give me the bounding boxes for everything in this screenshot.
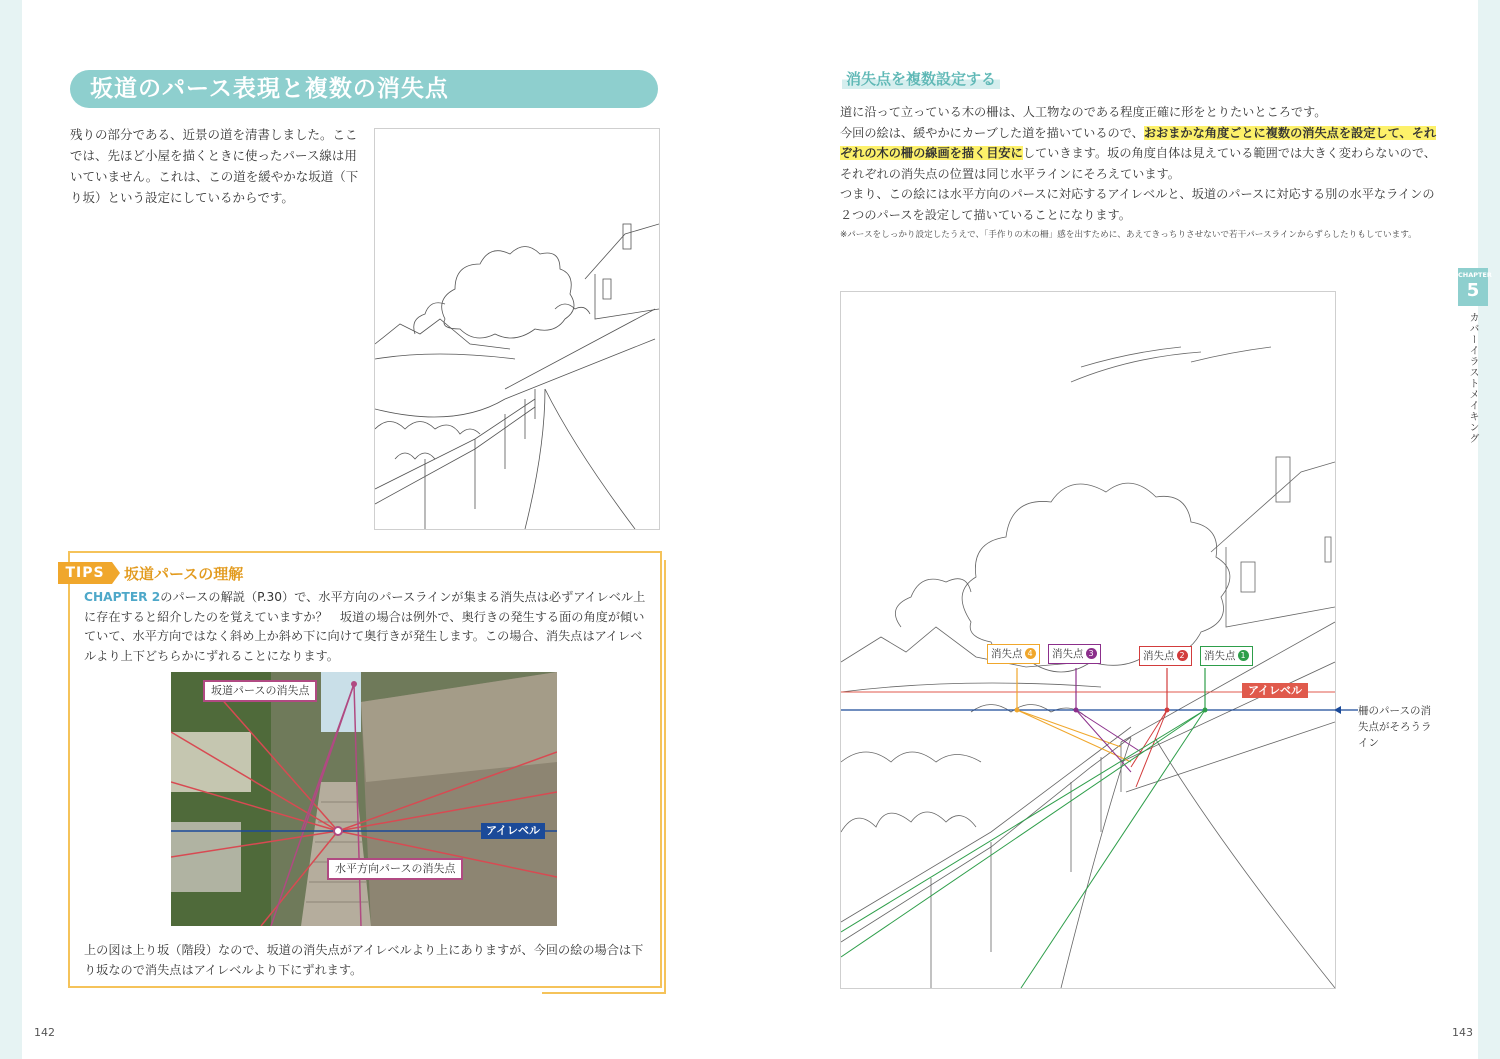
- vp2-text: 消失点: [1143, 650, 1175, 662]
- vp3-number: 3: [1086, 648, 1097, 659]
- road-sketch-large-image: [840, 291, 1336, 989]
- section-vertical-label: カバーイラストメイキング: [1467, 312, 1478, 444]
- page-edge-left: [0, 0, 22, 1059]
- highlight-2: それぞれの木の柵の線画を描く目安に: [840, 125, 1437, 161]
- tips-chapter-ref: CHAPTER 2: [84, 590, 161, 604]
- stairs-photo-art: [171, 672, 557, 926]
- vp3-text: 消失点: [1052, 648, 1084, 660]
- tips-body: [84, 588, 650, 666]
- stairs-photo: [171, 672, 557, 926]
- body-line-2: [840, 123, 1440, 185]
- body-paragraph: [840, 102, 1440, 226]
- chapter-tab: [1458, 268, 1492, 306]
- photo-eye-level-label: アイレベル: [481, 823, 545, 839]
- body-line-2-pre: 今回の絵は、緩やかにカーブした道を描いているので、: [840, 125, 1144, 140]
- highlight-1: おおまかな角度ごとに複数の消失点を設定して、: [1143, 125, 1412, 140]
- eye-level-label: アイレベル: [1242, 683, 1308, 698]
- section-title: 坂道のパース表現と複数の消失点: [90, 76, 449, 102]
- tips-box-shadow-bottom: [542, 992, 666, 994]
- vp4-text: 消失点: [991, 648, 1023, 660]
- vp2-number: 2: [1177, 650, 1188, 661]
- page-number-left: 142: [34, 1026, 55, 1039]
- vanishing-point-3-label: [1048, 644, 1101, 664]
- section-title-bar: [70, 70, 658, 108]
- body-line-2-post: していきます。坂の角度自体は見えている範囲では大きく変わらないので、それぞれの消失点の位置は同じ水平ラインにそろえています。: [840, 146, 1436, 181]
- road-sketch-large-art: [841, 292, 1335, 988]
- vp1-text: 消失点: [1204, 650, 1236, 662]
- body-line-1: 道に沿って立っている木の柵は、人工物なのである程度正確に形をとりたいところです。: [840, 105, 1327, 119]
- road-sketch-art: [375, 129, 659, 529]
- chapter-tab-number: 5: [1466, 280, 1480, 301]
- page-edge-right: [1478, 0, 1500, 1059]
- tips-footer-text: 上の図は上り坂（階段）なので、坂道の消失点がアイレベルより上にありますが、今回の絵の場合は下り坂なので消失点はアイレベルより下にずれます。: [84, 943, 644, 977]
- photo-callout-slope-vp: 坂道パースの消失点: [203, 680, 317, 702]
- vp1-number: 1: [1238, 650, 1249, 661]
- chapter-tab-label: CHAPTER: [1458, 271, 1492, 279]
- vanishing-point-2-label: [1139, 646, 1192, 666]
- road-sketch-image: [374, 128, 660, 530]
- tips-title: 坂道パースの理解: [124, 565, 244, 583]
- page-number-right: 143: [1452, 1026, 1473, 1039]
- body-line-3: つまり、この絵には水平方向のパースに対応するアイレベルと、坂道のパースに対応する別の水平なラインの２つのパースを設定して描いていることになります。: [840, 187, 1435, 222]
- vanishing-point-4-label: [987, 644, 1040, 664]
- tips-box-shadow-right: [664, 560, 666, 994]
- tips-badge: TIPS: [58, 562, 112, 584]
- vp4-number: 4: [1025, 648, 1036, 659]
- subsection-title: 消失点を複数設定する: [842, 68, 1000, 89]
- photo-callout-horizontal-vp: 水平方向パースの消失点: [327, 858, 463, 880]
- intro-paragraph: 残りの部分である、近景の道を清書しました。ここでは、先ほど小屋を描くときに使ったパース線は用いていません。これは、この道を緩やかな坂道（下り坂）という設定にしているからです。: [70, 127, 359, 205]
- footnote: ※パースをしっかり設定したうえで、「手作りの木の柵」感を出すために、あえてきっちりさせないで若干パースラインからずらしたりもしています。: [840, 230, 1417, 240]
- tips-body-text: のパースの解説（P.30）で、水平方向のパースラインが集まる消失点は必ずアイレベル上に存在すると紹介したのを覚えていますか？ 坂道の場合は例外で、奥行きの発生する面の角度が傾いていて、水平方向ではなく斜め上か斜め下に向けて奥行きが発生します。この場合、消失点はアイレベルより上下どちらかにずれることになります。: [84, 590, 646, 663]
- side-note-arrow-icon: [1334, 704, 1358, 716]
- vanishing-point-1-label: [1200, 646, 1253, 666]
- side-note: 柵のパースの消失点がそろうライン: [1358, 705, 1432, 749]
